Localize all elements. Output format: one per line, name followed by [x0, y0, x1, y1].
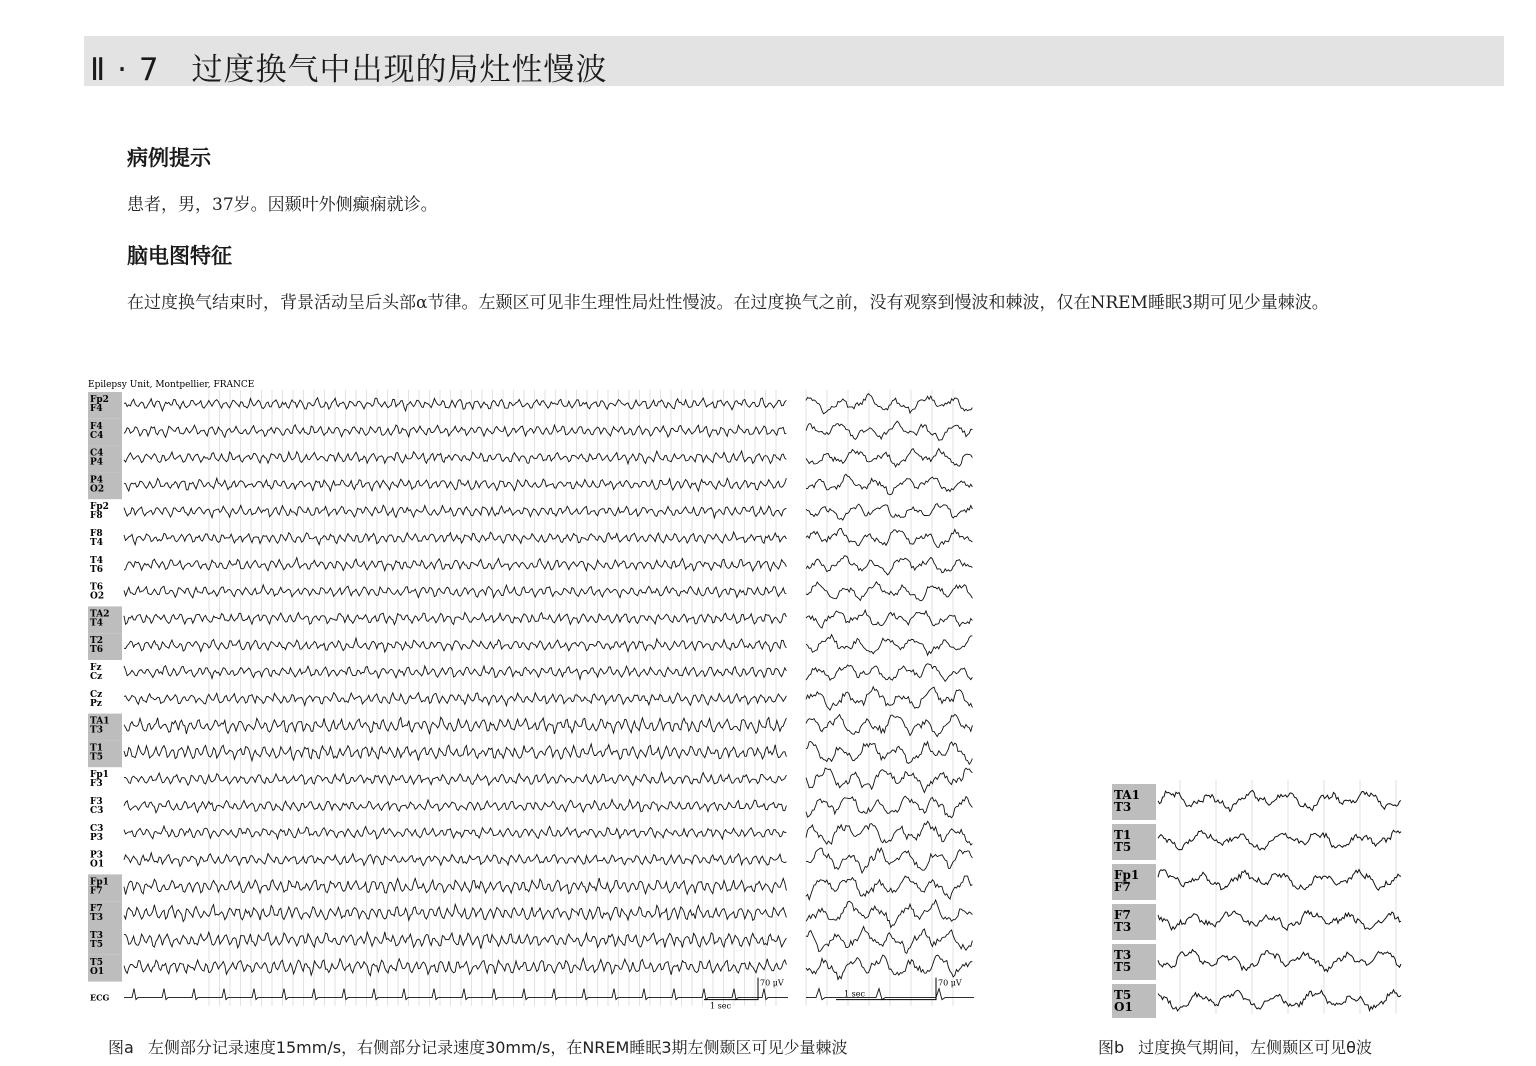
- eeg-trace-right: [806, 714, 972, 736]
- channel-label-bottom: T4: [90, 618, 103, 629]
- eeg-trace-right: [806, 848, 972, 873]
- channel-label-bottom: F3: [90, 779, 103, 790]
- channel-label-top: C3: [90, 823, 104, 834]
- eeg-figure-b: [1110, 776, 1406, 1018]
- eeg-trace-left: [124, 744, 786, 761]
- eeg-trace-right: [806, 876, 972, 900]
- ecg-trace: [124, 989, 788, 1000]
- eeg-trace-left: [124, 398, 786, 411]
- eeg-trace-right: [806, 768, 972, 793]
- channel-label-top: TA1: [1114, 788, 1140, 802]
- channel-label-top: Fp1: [90, 877, 109, 888]
- channel-label-bottom: T3: [1114, 800, 1132, 814]
- channel-label-bottom: T3: [1114, 920, 1132, 934]
- eeg-trace-left: [124, 932, 786, 949]
- channel-label-bottom: T5: [1114, 960, 1132, 974]
- eeg-trace-left: [124, 826, 786, 839]
- channel-label-bottom: C3: [90, 806, 104, 816]
- caption-a-text: 左侧部分记录速度15mm/s，右侧部分记录速度30mm/s，在NREM睡眠3期左侧颞区可见少量棘波: [147, 1038, 848, 1057]
- channel-label-top: F3: [90, 797, 103, 807]
- channel-label-top: F4: [90, 421, 103, 432]
- channel-label-bottom: O1: [90, 966, 105, 977]
- eeg-trace-right: [806, 955, 972, 980]
- channel-label-top: F7: [90, 904, 103, 915]
- eeg-text: 在过度换气结束时，背景活动呈后头部α节律。左颞区可见非生理性局灶性慢波。在过度换气之前，没有观察到慢波和棘波，仅在NREM睡眠3期可见少量棘波。: [127, 293, 1329, 313]
- eeg-trace-left: [124, 451, 786, 464]
- channel-label-bottom: Cz: [90, 672, 103, 682]
- caption-b: [1098, 1035, 1372, 1058]
- channel-label-bottom: O2: [90, 591, 105, 602]
- caption-b-text: 过度换气期间，左侧颞区可见θ波: [1138, 1038, 1372, 1057]
- channel-label-bottom: F7: [1114, 880, 1131, 894]
- eeg-trace-right: [806, 900, 972, 927]
- channel-label-bottom: O1: [1114, 1000, 1133, 1014]
- eeg-trace-left: [124, 800, 786, 813]
- eeg-trace-left: [124, 717, 786, 734]
- caption-a-number: 图a: [108, 1038, 134, 1057]
- eeg-trace-left: [124, 585, 786, 598]
- eeg-trace-left: [124, 505, 786, 517]
- channel-label-bottom: T4: [90, 538, 103, 548]
- channel-label-top: C4: [90, 448, 104, 459]
- section-heading-eeg: 脑电图特征: [127, 244, 232, 268]
- eeg-trace-left: [124, 904, 786, 921]
- channel-label-top: T2: [90, 636, 103, 647]
- channel-label-bottom: T5: [90, 752, 103, 763]
- page-title: Ⅱ · 7 过度换气中出现的局灶性慢波: [90, 52, 608, 88]
- channel-label-top: T3: [90, 931, 103, 941]
- ecg-label: ECG: [90, 992, 110, 1003]
- eeg-trace-right: [806, 664, 972, 682]
- channel-label-top: T1: [90, 743, 103, 754]
- eeg-trace-left: [124, 853, 786, 867]
- eeg-trace-b: [1158, 911, 1401, 931]
- scale-bar-left: [704, 978, 758, 1000]
- channel-label-top: Fp1: [90, 770, 109, 781]
- figure-a-source-label: Epilepsy Unit, Montpellier, FRANCE: [88, 380, 255, 390]
- channel-label-top: T5: [90, 957, 103, 968]
- eeg-trace-left: [124, 772, 786, 785]
- eeg-trace-right: [806, 821, 972, 845]
- channel-label-bottom: T5: [1114, 840, 1132, 854]
- eeg-trace-right: [806, 474, 972, 494]
- scale-amp-left: 70 μV: [760, 978, 784, 988]
- channel-label-bottom: F4: [90, 404, 103, 414]
- eeg-trace-left: [124, 613, 786, 625]
- eeg-trace-right: [806, 582, 972, 601]
- channel-label-bottom: T5: [90, 940, 103, 950]
- channel-label-bottom: T6: [90, 645, 103, 656]
- eeg-trace-left: [124, 958, 786, 975]
- caption-b-number: 图b: [1098, 1038, 1125, 1057]
- eeg-trace-right: [806, 504, 972, 520]
- eeg-trace-right: [806, 528, 972, 547]
- channel-label-bottom: O1: [90, 859, 105, 870]
- eeg-trace-left: [124, 666, 786, 680]
- eeg-trace-right: [806, 796, 972, 818]
- eeg-trace-b: [1158, 990, 1401, 1011]
- eeg-trace-b: [1158, 830, 1401, 850]
- case-text: 患者，男，37岁。因颞叶外侧癫痫就诊。: [127, 195, 438, 215]
- eeg-trace-left: [124, 878, 786, 895]
- channel-label-top: P4: [90, 475, 104, 486]
- eeg-trace-left: [124, 693, 786, 706]
- eeg-figure-a: [84, 376, 984, 1018]
- channel-label-top: Fz: [90, 663, 102, 673]
- eeg-trace-right: [806, 635, 972, 656]
- eeg-trace-right: [806, 394, 972, 414]
- eeg-trace-right: [806, 610, 972, 628]
- channel-label-bottom: T6: [90, 564, 103, 575]
- channel-label-top: TA1: [90, 716, 110, 727]
- eeg-trace-left: [124, 558, 786, 571]
- eeg-trace-right: [806, 449, 972, 467]
- channel-label-top: Fp1: [1114, 868, 1140, 882]
- channel-label-bottom: C4: [90, 430, 104, 441]
- channel-label-bottom: T3: [90, 913, 103, 924]
- channel-label-top: Fp2: [90, 395, 109, 405]
- channel-label-top: T1: [1114, 828, 1132, 842]
- channel-label-top: T5: [1114, 988, 1132, 1002]
- channel-label-bottom: T3: [90, 725, 103, 736]
- channel-label-bottom: O2: [90, 484, 105, 495]
- eeg-trace-right: [806, 421, 972, 440]
- channel-label-top: F8: [90, 529, 103, 539]
- eeg-trace-right: [806, 687, 972, 710]
- channel-label-bottom: P4: [90, 457, 104, 468]
- eeg-trace-right: [806, 742, 972, 765]
- eeg-trace-left: [124, 532, 786, 545]
- scale-time-left: 1 sec: [710, 1001, 731, 1011]
- scale-time-right: 1 sec: [844, 989, 865, 999]
- channel-label-bottom: F7: [90, 886, 103, 897]
- eeg-trace-left: [124, 638, 786, 652]
- section-heading-case: 病例提示: [127, 146, 211, 170]
- eeg-trace-b: [1158, 950, 1401, 972]
- eeg-trace-b: [1158, 790, 1401, 811]
- scale-amp-right: 70 μV: [938, 978, 962, 988]
- channel-label-top: Cz: [90, 689, 103, 700]
- eeg-trace-left: [124, 425, 786, 438]
- channel-label-top: T6: [90, 582, 103, 593]
- channel-label-top: P3: [90, 850, 104, 861]
- channel-label-bottom: Pz: [90, 698, 102, 709]
- channel-label-top: Fp2: [90, 502, 109, 513]
- eeg-trace-left: [124, 478, 786, 491]
- eeg-trace-right: [806, 556, 972, 575]
- channel-label-top: T3: [1114, 948, 1132, 962]
- eeg-trace-right: [806, 927, 972, 954]
- channel-label-top: T4: [90, 555, 103, 566]
- channel-label-top: TA2: [90, 609, 110, 620]
- channel-label-bottom: F8: [90, 511, 103, 522]
- channel-label-top: F7: [1114, 908, 1131, 922]
- caption-a: [108, 1035, 848, 1058]
- eeg-trace-b: [1158, 870, 1401, 891]
- channel-label-bottom: P3: [90, 832, 104, 843]
